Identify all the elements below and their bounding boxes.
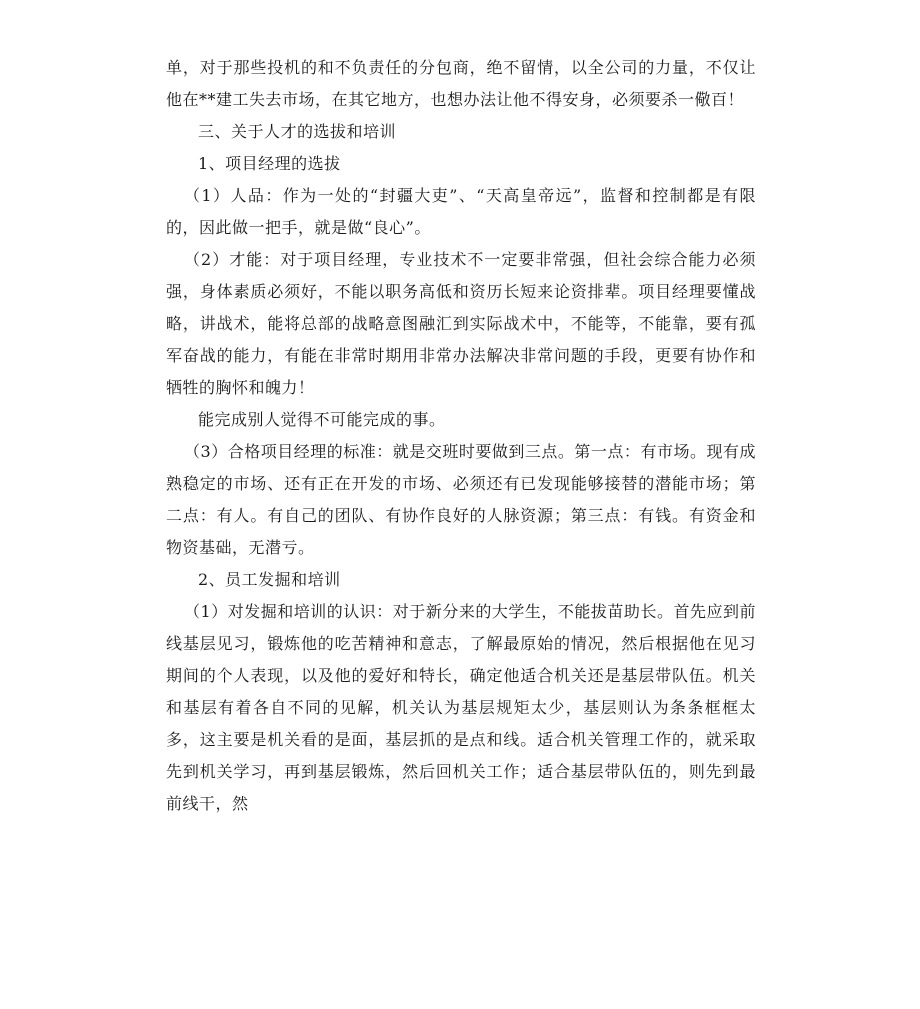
paragraph-standards: （3）合格项目经理的标准：就是交班时要做到三点。第一点：有市场。现有成熟稳定的市场、还有正在开发的市场、必须还有已发现能够接替的潜能市场；第二点：有人。有自己的团队、有协作良好的人脉资源；第三点：有钱。有资金和物资基础，无潜亏。 [166, 442, 756, 557]
paragraph-accomplish: 能完成别人觉得不可能完成的事。 [198, 410, 446, 429]
section-heading: 三、关于人才的选拔和培训 [198, 122, 397, 141]
paragraph-ability: （2）才能：对于项目经理，专业技术不一定要非常强，但社会综合能力必须强，身体素质必须好，不能以职务高低和资历长短来论资排辈。项目经理要懂战略，讲战术，能将总部的战略意图融汇到实际战术中，不能等，不能靠，要有孤军奋战的能力，有能在非常时期用非常办法解决非常问题的手段，更要有协作和牺牲的胸怀和魄力！ [166, 250, 756, 397]
paragraph-character: （1）人品：作为一处的“封疆大吏”、“天高皇帝远”，监督和控制都是有限的，因此做一把手，就是做“良心”。 [166, 186, 756, 237]
subsection-heading: 1、项目经理的选拔 [198, 154, 341, 173]
document-body [166, 52, 756, 820]
paragraph-training: （1）对发掘和培训的认识：对于新分来的大学生，不能拔苗助长。首先应到前线基层见习，锻炼他的吃苦精神和意志，了解最原始的情况，然后根据他在见习期间的个人表现，以及他的爱好和特长，确定他适合机关还是基层带队伍。机关和基层有着各自不同的见解，机关认为基层规矩太少，基层则认为条条框框太多，这主要是机关看的是面，基层抓的是点和线。适合机关管理工作的，就采取先到机关学习，再到基层锻炼，然后回机关工作；适合基层带队伍的，则先到最前线干，然 [166, 602, 756, 813]
subsection-heading-2: 2、员工发掘和培训 [198, 570, 341, 589]
paragraph-continuation: 单，对于那些投机的和不负责任的分包商，绝不留情，以全公司的力量，不仅让他在**建工失去市场，在其它地方，也想办法让他不得安身，必须要杀一儆百！ [166, 58, 756, 109]
